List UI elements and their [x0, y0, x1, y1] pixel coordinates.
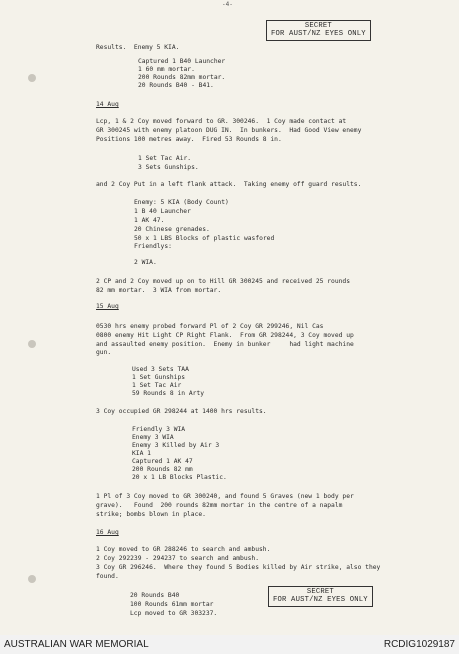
text-line: and assaulted enemy position. Enemy in bunker had light machine [96, 341, 354, 348]
text-line: 2 WIA. [134, 259, 157, 266]
text-line: Lcp moved to GR 303237. [130, 610, 218, 617]
text-line: 20 Rounds B40 - B41. [138, 82, 214, 89]
text-line: Enemy 3 Killed by Air 3 [132, 442, 220, 449]
text-line: Captured 1 AK 47 [132, 458, 193, 465]
date-heading: 15 Aug [96, 303, 119, 310]
text-line: 1 B 40 Launcher [134, 208, 191, 215]
text-line: 2 CP and 2 Coy moved up on to Hill GR 300245 and received 25 rounds [96, 278, 351, 285]
text-line: 1 Set Tac Air. [138, 155, 192, 162]
text-line: 20 Rounds B40 [130, 592, 180, 599]
stamp-line: FOR AUST/NZ EYES ONLY [271, 30, 366, 39]
text-line: 50 x 1 LBS Blocks of plastic wasfored [134, 235, 275, 242]
punch-hole [28, 340, 36, 348]
page-number: -4- [222, 1, 233, 8]
text-line: 20 Chinese grenades. [134, 226, 210, 233]
text-line: 59 Rounds 8 in Arty [132, 390, 205, 397]
punch-hole [28, 575, 36, 583]
text-line: 0530 hrs enemy probed forward Pl of 2 Coy GR 299246, Nil Cas [96, 323, 324, 330]
text-line: 1 Coy moved to GR 288246 to search and ambush. [96, 546, 271, 553]
stamp-line: SECRET [306, 588, 334, 596]
text-line: GR 300245 with enemy platoon DUG IN. In bunkers. Had Good View enemy [96, 127, 362, 134]
text-line: 100 Rounds 61mm mortar [130, 601, 214, 608]
text-line: KIA 1 [132, 450, 151, 457]
archive-name: AUSTRALIAN WAR MEMORIAL [4, 639, 149, 650]
date-heading: 16 Aug [96, 529, 119, 536]
text-line: 3 Coy occupied GR 298244 at 1400 hrs results. [96, 408, 267, 415]
stamp-line: SECRET [304, 22, 332, 30]
text-line: 1 Set Gunships [132, 374, 186, 381]
text-line: 20 x 1 LB Blocks Plastic. [132, 474, 227, 481]
record-id: RCDIG1029187 [383, 639, 455, 650]
text-line: Friendly 3 WIA [132, 426, 186, 433]
text-line: strike; bombs blown in place. [96, 511, 206, 518]
text-line: Captured 1 B40 Launcher [138, 58, 226, 65]
text-line: 0800 enemy Hit Light CP Right Flank. From GR 298244, 3 Coy moved up [96, 332, 354, 339]
text-line: gun. [96, 349, 112, 356]
date-heading: 14 Aug [96, 101, 119, 108]
text-line: Used 3 Sets TAA [132, 366, 189, 373]
text-line: 200 Rounds 82 mm [132, 466, 193, 473]
text-line: 82 mm mortar. 3 WIA from mortar. [96, 287, 222, 294]
archive-footer [0, 635, 459, 654]
text-line: Enemy 3 WIA [132, 434, 174, 441]
text-line: found. [96, 573, 119, 580]
punch-hole [28, 74, 36, 82]
text-line: 2 Coy 292239 - 294237 to search and ambush. [96, 555, 260, 562]
text-line: 1 Pl of 3 Coy moved to GR 300240, and found 5 Graves (new 1 body per [96, 493, 354, 500]
text-line: Results. Enemy 5 KIA. [96, 44, 180, 51]
text-line: 1 60 mm mortar. [138, 66, 195, 73]
text-line: 1 AK 47. [134, 217, 165, 224]
text-line: and 2 Coy Put in a left flank attack. Taking enemy off guard results. [96, 181, 362, 188]
security-stamp-bottom [268, 586, 373, 607]
text-line: 200 Rounds 82mm mortar. [138, 74, 226, 81]
text-line: 3 Coy GR 296246. Where they found 5 Bodies killed by Air strike, also they [96, 564, 381, 571]
text-line: grave). Found 200 rounds 82mm mortar in the centre of a napalm [96, 502, 343, 509]
text-line: Enemy: 5 KIA (Body Count) [134, 199, 229, 206]
text-line: Friendlys: [134, 243, 172, 250]
text-line: 3 Sets Gunships. [138, 164, 199, 171]
security-stamp-top [266, 20, 371, 41]
stamp-line: FOR AUST/NZ EYES ONLY [273, 596, 368, 605]
text-line: Lcp, 1 & 2 Coy moved forward to GR. 300246. 1 Coy made contact at [96, 118, 347, 125]
text-line: Positions 100 metres away. Fired 53 Rounds 8 in. [96, 136, 282, 143]
text-line: 1 Set Tac Air [132, 382, 182, 389]
